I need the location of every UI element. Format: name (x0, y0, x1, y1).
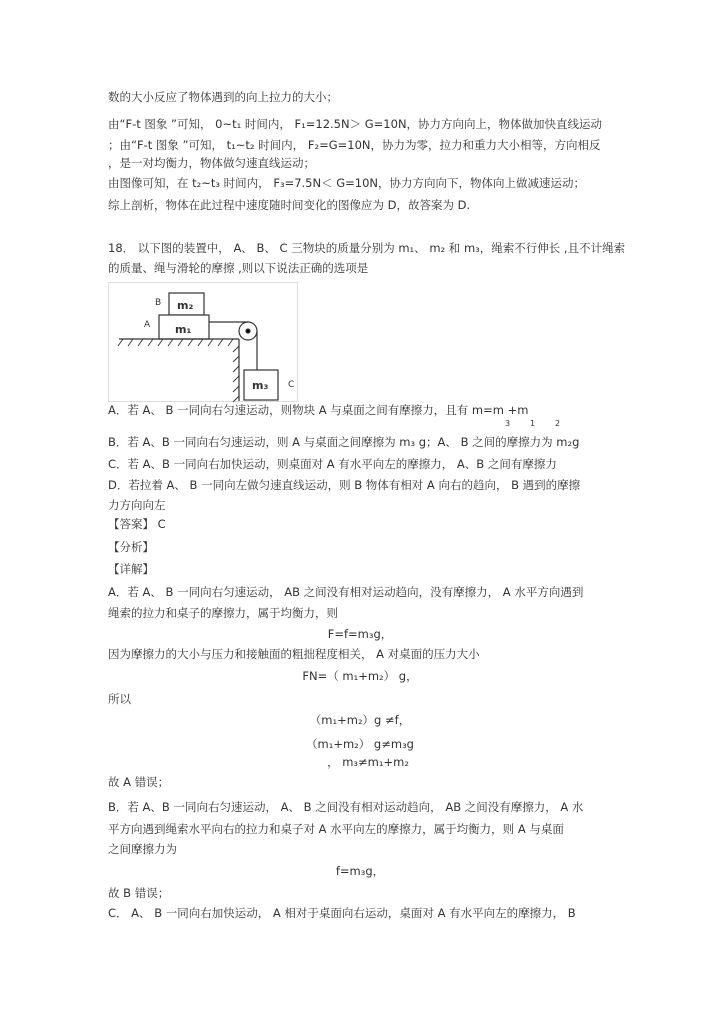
text-line: ，是一对均衡力，物体做匀速直线运动； (108, 156, 315, 170)
equation: （m₁+m₂）g ≠f， (309, 713, 411, 727)
text-line: 所以 (108, 692, 131, 706)
pulley-diagram (108, 282, 298, 402)
text-line: C． A、 B 一同向右加快运动， A 相对于桌面向右运动，桌面对 A 有水平向左的摩擦力， B (108, 906, 576, 920)
text-line: ；由“F-t 图象 ”可知， t₁~t₂ 时间内， F₂=G=10N，协力为零，拉力和重力大小相等，方向相反 (108, 138, 601, 152)
subscript: 2 (555, 419, 561, 428)
block-m1-label: m₁ (175, 323, 192, 336)
text-line: A．若 A、 B 一同向右匀速运动， AB 之间没有相对运动趋向，没有摩擦力， A 水平方向遇到 (108, 585, 584, 599)
text-line: 由图像可知，在 t₂~t₃ 时间内， F₃=7.5N＜ G=10N，协力方向向下，物体向上做减速运动； (108, 176, 586, 190)
text-line: 数的大小反应了物体遇到的向上拉力的大小； (108, 90, 338, 104)
equation: （m₁+m₂） g≠m₃g (306, 737, 414, 751)
text-line: 由“F-t 图象 ”可知， 0~t₁ 时间内， F₁=12.5N＞ G=10N，协力方向向上，物体做加快直线运动 (108, 117, 603, 131)
equation: ， m₃≠m₁+m₂ (327, 755, 409, 769)
text-line: 之间摩擦力为 (108, 842, 177, 856)
option-d: D．若拉着 A、 B 一同向左做匀速直线运动，则 B 物体有相对 A 向右的趋向， B 遇到的摩擦 (108, 478, 581, 492)
label-a: A (144, 320, 151, 330)
detail-heading: 【详解】 (108, 562, 154, 576)
equation: FN=（ m₁+m₂） g， (302, 669, 418, 683)
text-line: 综上剖析，物体在此过程中速度随时间变化的图像应为 D，故答案为 D. (108, 198, 471, 212)
label-b: B (155, 298, 162, 308)
analysis-heading: 【分析】 (108, 540, 154, 554)
text-line: B．若 A、B 一同向右匀速运动， A、 B 之间没有相对运动趋向， AB 之间没有摩擦力， A 水 (108, 800, 584, 814)
text-line: 绳索的拉力和桌子的摩擦力，属于均衡力，则 (108, 606, 338, 620)
option-a: A．若 A、 B 一同向右匀速运动，则物块 A 与桌面之间有摩擦力，且有 m=m +m (108, 403, 529, 417)
subscript: 1 (530, 419, 536, 428)
block-m2-label: m₂ (177, 299, 194, 312)
answer: 【答案】 C (108, 517, 166, 531)
block-m3-label: m₃ (252, 379, 269, 392)
text-line: 平方向遇到绳索水平向右的拉力和桌子对 A 水平向左的摩擦力，属于均衡力，则 A 与桌面 (108, 822, 564, 836)
subscript: 3 (505, 419, 511, 428)
option-d: 力方向向左 (108, 498, 166, 512)
text-line: 故 B 错误； (108, 886, 170, 900)
text-line: 因为摩擦力的大小与压力和接触面的粗拙程度相关， A 对桌面的压力大小 (108, 647, 480, 661)
question-18-text: 18． 以下图的装置中， A、 B、 C 三物块的质量分别为 m₁、 m₂ 和 m₃，绳索不行伸长 ,且不计绳索 (108, 241, 626, 255)
equation: f=m₃g， (335, 864, 385, 878)
label-c: C (288, 380, 295, 390)
option-b: B．若 A、B 一同向右匀速运动，则 A 与桌面之间摩擦为 m₃ g；A、 B 之间的摩擦力为 m₂g (108, 435, 580, 449)
option-c: C．若 A、B 一同向右加快运动，则桌面对 A 有水平向左的摩擦力， A、B 之间有摩擦力 (108, 457, 557, 471)
equation: F=f=m₃g， (327, 627, 393, 641)
text-line: 故 A 错误； (108, 775, 170, 789)
question-18-text: 的质量、绳与滑轮的摩擦 ,则以下说法正确的选项是 (108, 261, 369, 275)
